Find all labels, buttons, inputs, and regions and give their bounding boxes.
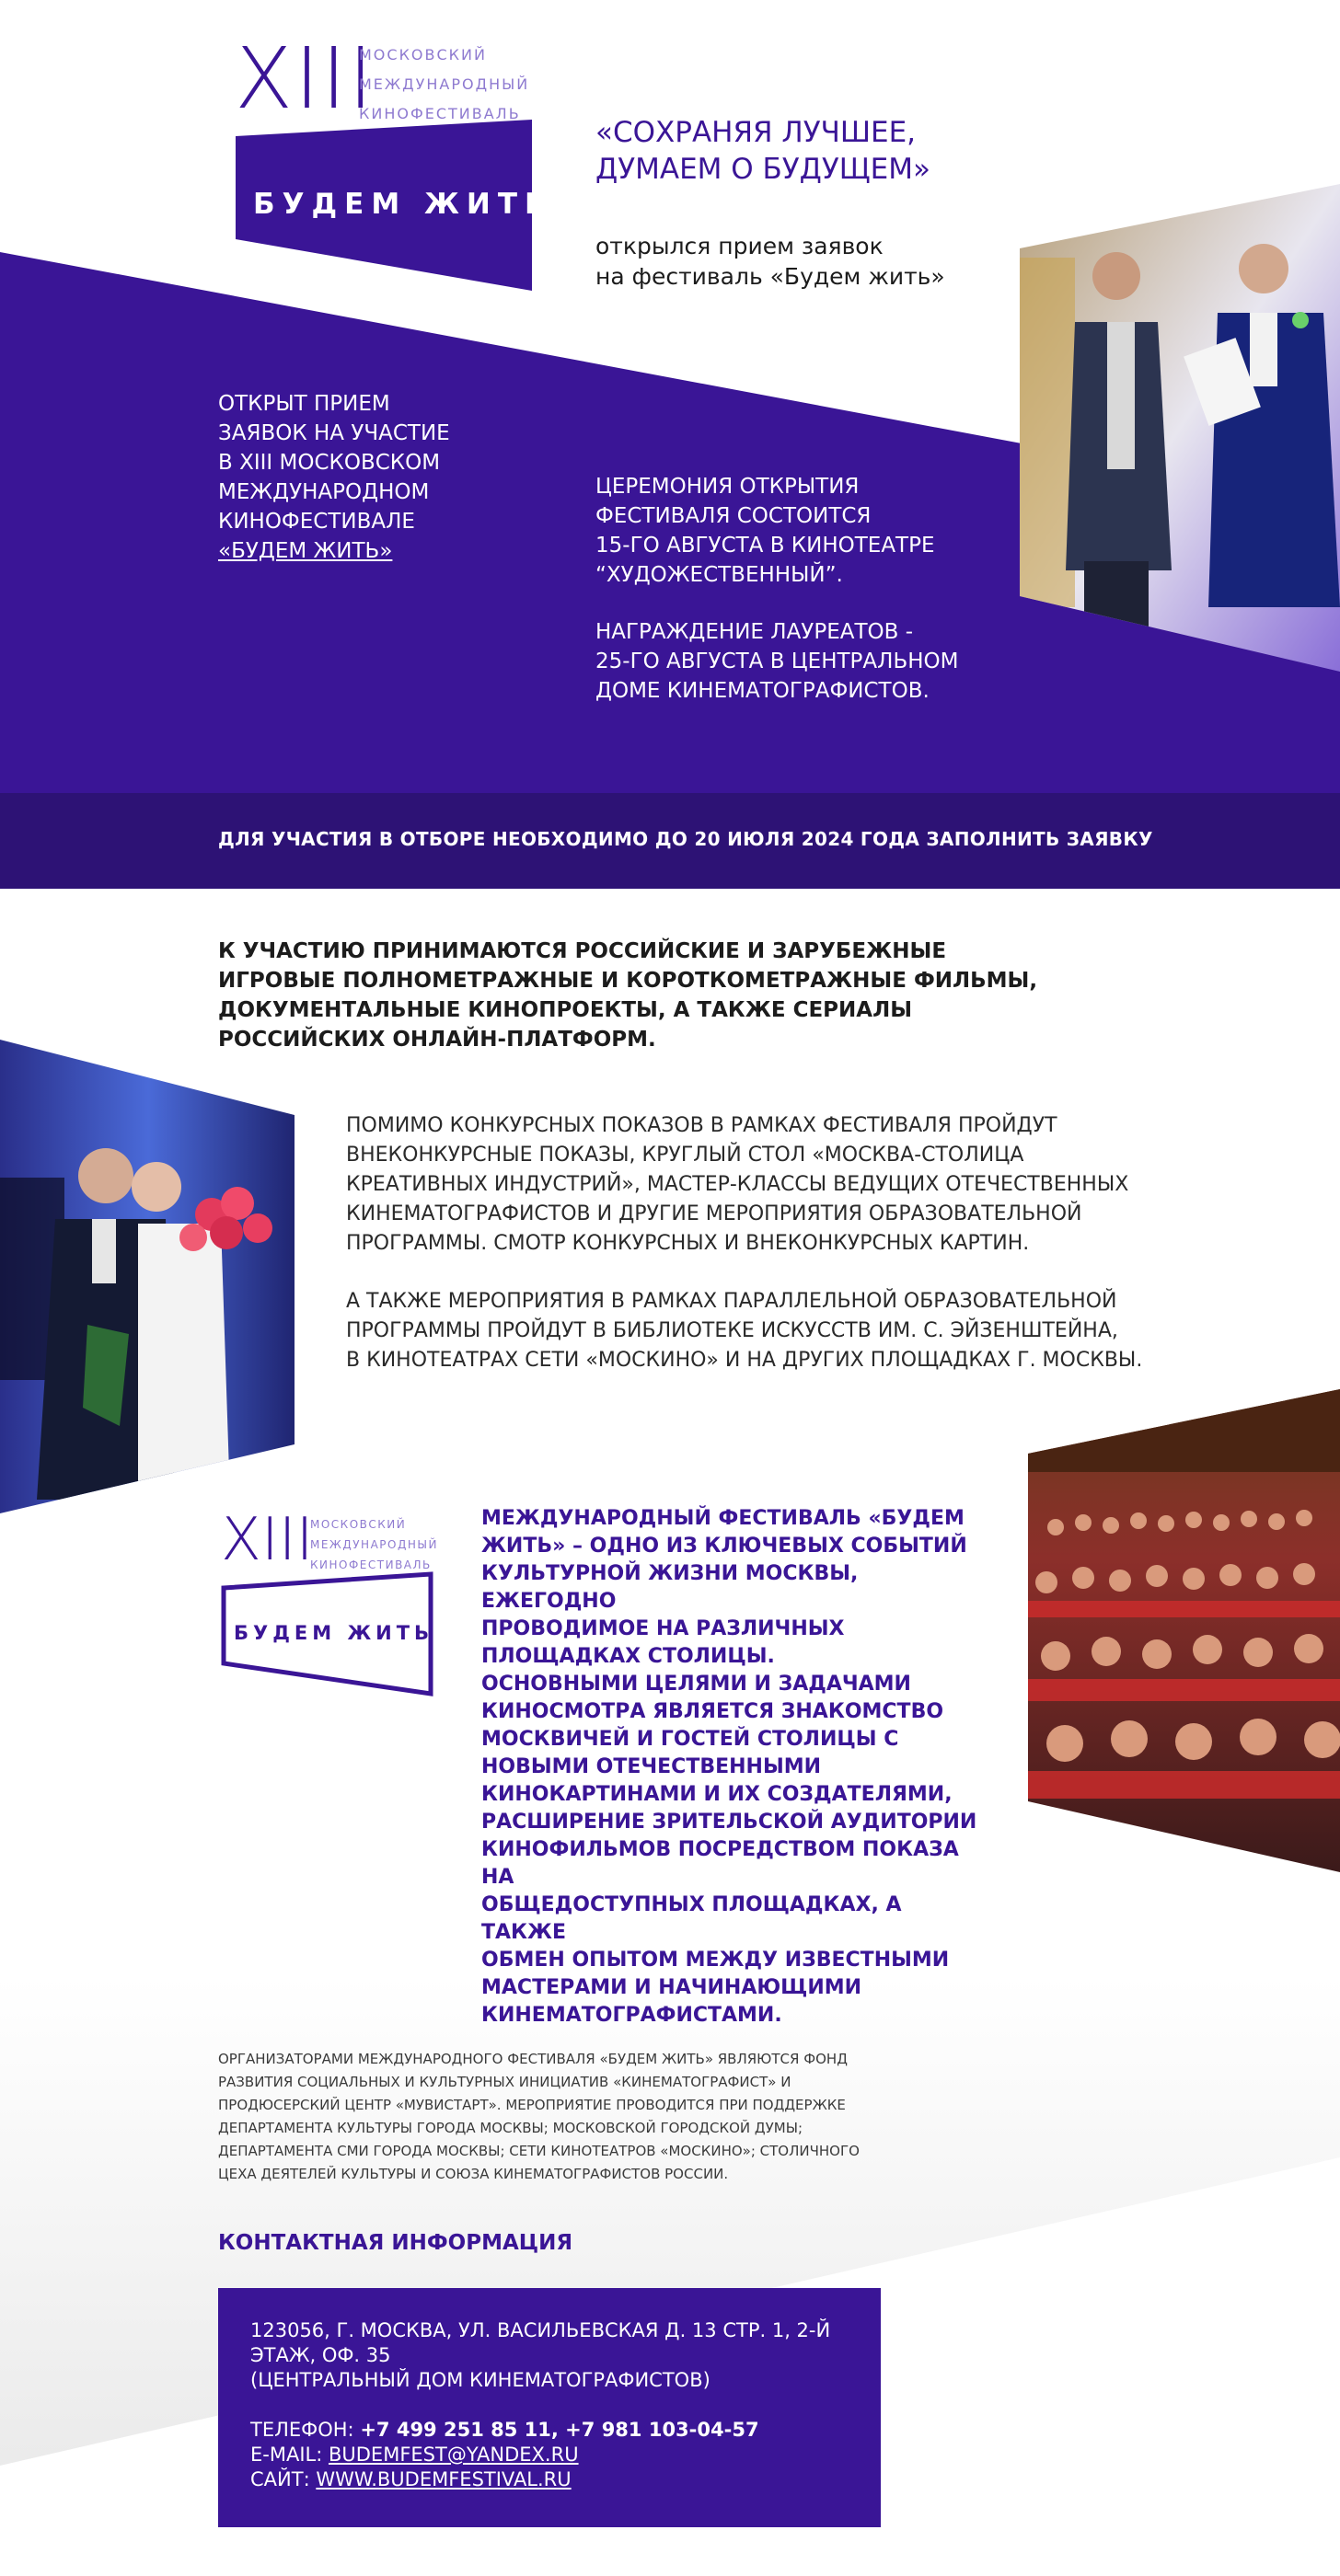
- site-link[interactable]: WWW.BUDEMFESTIVAL.RU: [316, 2468, 572, 2490]
- phone-value[interactable]: +7 499 251 85 11, +7 981 103-04-57: [360, 2419, 759, 2441]
- about2-line-8: ОБЩЕДОСТУПНЫХ ПЛОЩАДКАХ, А ТАКЖЕ: [481, 1893, 902, 1944]
- program1-line-2: ВНЕКОНКУРСНЫЕ ПОКАЗЫ, КРУГЛЫЙ СТОЛ «МОСКВА-СТОЛИЦА: [346, 1144, 1024, 1167]
- about2-line-1: ОСНОВНЫМИ ЦЕЛЯМИ И ЗАДАЧАМИ: [481, 1673, 911, 1696]
- headline-line-2: ДУМАЕМ О БУДУЩЕМ»: [595, 153, 930, 186]
- intro-festival-link[interactable]: «БУДЕМ ЖИТЬ»: [218, 539, 393, 563]
- email-link[interactable]: BUDEMFEST@YANDEX.RU: [328, 2444, 579, 2466]
- about2-line-4: НОВЫМИ ОТЕЧЕСТВЕННЫМИ: [481, 1755, 822, 1778]
- intro-line-4: МЕЖДУНАРОДНОМ: [218, 480, 430, 504]
- about2-line-3: МОСКВИЧЕЙ И ГОСТЕЙ СТОЛИЦЫ С: [481, 1728, 899, 1751]
- program1-line-4: КИНЕМАТОГРАФИСТОВ И ДРУГИЕ МЕРОПРИЯТИЯ ОБРАЗОВАТЕЛЬНОЙ: [346, 1202, 1082, 1225]
- about1-line-1: МЕЖДУНАРОДНЫЙ ФЕСТИВАЛЬ «БУДЕМ: [481, 1507, 965, 1530]
- site-row: [250, 2467, 858, 2492]
- logo-line-1: МОСКОВСКИЙ: [359, 46, 487, 63]
- program1-line-1: ПОМИМО КОНКУРСНЫХ ПОКАЗОВ В РАМКАХ ФЕСТИВАЛЯ ПРОЙДУТ: [346, 1114, 1057, 1137]
- about2-line-11: КИНЕМАТОГРАФИСТАМИ.: [481, 2004, 782, 2027]
- organizers-line-6: ЦЕХА ДЕЯТЕЛЕЙ КУЛЬТУРЫ И СОЮЗА КИНЕМАТОГРАФИСТОВ РОССИИ.: [218, 2166, 729, 2182]
- email-label: E-MAIL:: [250, 2444, 329, 2466]
- phone-label: ТЕЛЕФОН:: [250, 2419, 361, 2441]
- ceremony-line-3: 15-ГО АВГУСТА В КИНОТЕАТРЕ: [595, 534, 935, 558]
- phone-row: [250, 2418, 858, 2443]
- about-text-2: [481, 1671, 978, 2030]
- deadline-text: ДЛЯ УЧАСТИЯ В ОТБОРЕ НЕОБХОДИМО ДО 20 ИЮЛЯ 2024 ГОДА ЗАПОЛНИТЬ ЗАЯВКУ: [218, 828, 1153, 850]
- organizers-line-1: ОРГАНИЗАТОРАМИ МЕЖДУНАРОДНОГО ФЕСТИВАЛЯ «БУДЕМ ЖИТЬ» ЯВЛЯЮТСЯ ФОНД: [218, 2051, 848, 2067]
- address-line-3: (ЦЕНТРАЛЬНЫЙ ДОМ КИНЕМАТОГРАФИСТОВ): [250, 2369, 710, 2391]
- award-line-3: ДОМЕ КИНЕМАТОГРАФИСТОВ.: [595, 679, 930, 703]
- program1-line-5: ПРОГРАММЫ. СМОТР КОНКУРСНЫХ И ВНЕКОНКУРСНЫХ КАРТИН.: [346, 1232, 1030, 1255]
- organizers-line-5: ДЕПАРТАМЕНТА СМИ ГОРОДА МОСКВЫ; СЕТИ КИНОТЕАТРОВ «МОСКИНО»; СТОЛИЧНОГО: [218, 2143, 860, 2159]
- about1-line-4: ПРОВОДИМОЕ НА РАЗЛИЧНЫХ: [481, 1617, 845, 1640]
- about2-line-5: КИНОКАРТИНАМИ И ИХ СОЗДАТЕЛЯМИ,: [481, 1783, 953, 1806]
- participants-text: [218, 937, 1046, 1054]
- ceremony-line-1: ЦЕРЕМОНИЯ ОТКРЫТИЯ: [595, 475, 860, 499]
- participants-line-2: ИГРОВЫЕ ПОЛНОМЕТРАЖНЫЕ И КОРОТКОМЕТРАЖНЫЕ ФИЛЬМЫ,: [218, 969, 1038, 993]
- logo2-line-2: МЕЖДУНАРОДНЫЙ: [310, 1538, 438, 1551]
- logo-line-3: КИНОФЕСТИВАЛЬ: [359, 105, 521, 122]
- program-text-2: [346, 1287, 1276, 1375]
- logo-banner-text: БУДЕМ ЖИТЬ: [253, 188, 554, 221]
- sub-headline-line-1: открылся прием заявок: [595, 233, 884, 259]
- about2-line-6: РАСШИРЕНИЕ ЗРИТЕЛЬСКОЙ АУДИТОРИИ: [481, 1811, 977, 1834]
- intro-line-5: КИНОФЕСТИВАЛЕ: [218, 510, 415, 534]
- organizers-text: [218, 2048, 945, 2186]
- about2-line-2: КИНОСМОТРА ЯВЛЯЕТСЯ ЗНАКОМСТВО: [481, 1700, 944, 1723]
- organizers-line-4: ДЕПАРТАМЕНТА КУЛЬТУРЫ ГОРОДА МОСКВЫ; МОСКОВСКОЙ ГОРОДСКОЙ ДУМЫ;: [218, 2120, 803, 2136]
- ceremony-line-2: ФЕСТИВАЛЯ СОСТОИТСЯ: [595, 504, 872, 528]
- headline: [595, 114, 930, 188]
- program1-line-3: КРЕАТИВНЫХ ИНДУСТРИЙ», МАСТЕР-КЛАССЫ ВЕДУЩИХ ОТЕЧЕСТВЕННЫХ: [346, 1173, 1129, 1196]
- festival-logo-text: [359, 40, 529, 129]
- email-row: [250, 2443, 858, 2467]
- photo-cinema-audience: [1028, 1389, 1340, 1872]
- festival-logo-2-numeral: XIII: [221, 1506, 314, 1574]
- logo-line-2: МЕЖДУНАРОДНЫЙ: [359, 75, 530, 93]
- ceremony-text: [595, 472, 935, 590]
- award-text: [595, 617, 958, 706]
- photo-opening-stage: [1020, 184, 1340, 672]
- intro-line-1: ОТКРЫТ ПРИЕМ: [218, 392, 390, 416]
- festival-logo-numeral: XIII: [235, 29, 375, 128]
- logo-2-banner-text: БУДЕМ ЖИТЬ: [234, 1622, 434, 1644]
- headline-line-1: «СОХРАНЯЯ ЛУЧШЕЕ,: [595, 116, 917, 149]
- intro-text: [218, 389, 450, 566]
- about1-line-3: КУЛЬТУРНОЙ ЖИЗНИ МОСКВЫ, ЕЖЕГОДНО: [481, 1562, 859, 1613]
- about1-line-2: ЖИТЬ» – ОДНО ИЗ КЛЮЧЕВЫХ СОБЫТИЙ: [481, 1535, 967, 1558]
- ceremony-line-4: “ХУДОЖЕСТВЕННЫЙ”.: [595, 563, 843, 587]
- festival-logo-2-text: [310, 1514, 438, 1575]
- award-line-2: 25-ГО АВГУСТА В ЦЕНТРАЛЬНОМ: [595, 650, 959, 673]
- contacts-title: КОНТАКТНАЯ ИНФОРМАЦИЯ: [218, 2231, 573, 2255]
- site-label: САЙТ:: [250, 2468, 317, 2490]
- about2-line-10: МАСТЕРАМИ И НАЧИНАЮЩИМИ: [481, 1976, 862, 1999]
- logo2-line-3: КИНОФЕСТИВАЛЬ: [310, 1558, 432, 1571]
- program2-line-1: А ТАКЖЕ МЕРОПРИЯТИЯ В РАМКАХ ПАРАЛЛЕЛЬНОЙ ОБРАЗОВАТЕЛЬНОЙ: [346, 1290, 1117, 1313]
- logo2-line-1: МОСКОВСКИЙ: [310, 1518, 407, 1531]
- program2-line-2: ПРОГРАММЫ ПРОЙДУТ В БИБЛИОТЕКЕ ИСКУССТВ ИМ. С. ЭЙЗЕНШТЕЙНА,: [346, 1319, 1118, 1342]
- contact-details: [250, 2318, 858, 2492]
- intro-line-3: В XIII МОСКОВСКОМ: [218, 451, 441, 475]
- participants-line-4: РОССИЙСКИХ ОНЛАЙН-ПЛАТФОРМ.: [218, 1028, 656, 1052]
- about2-line-9: ОБМЕН ОПЫТОМ МЕЖДУ ИЗВЕСТНЫМИ: [481, 1949, 950, 1972]
- about-text-1: [481, 1505, 978, 1671]
- sub-headline-line-2: на фестиваль «Будем жить»: [595, 263, 945, 290]
- program-text-1: [346, 1111, 1276, 1259]
- sub-headline: [595, 231, 945, 292]
- participants-line-3: ДОКУМЕНТАЛЬНЫЕ КИНОПРОЕКТЫ, А ТАКЖЕ СЕРИАЛЫ: [218, 998, 913, 1022]
- intro-line-2: ЗАЯВОК НА УЧАСТИЕ: [218, 421, 450, 445]
- address-line-1: 123056, Г. МОСКВА, УЛ. ВАСИЛЬЕВСКАЯ Д. 13 СТР. 1, 2-Й: [250, 2319, 831, 2341]
- participants-line-1: К УЧАСТИЮ ПРИНИМАЮТСЯ РОССИЙСКИЕ И ЗАРУБЕЖНЫЕ: [218, 939, 947, 963]
- program2-line-3: В КИНОТЕАТРАХ СЕТИ «МОСКИНО» И НА ДРУГИХ ПЛОЩАДКАХ Г. МОСКВЫ.: [346, 1349, 1143, 1372]
- photo-award-flowers: [0, 1040, 296, 1513]
- award-line-1: НАГРАЖДЕНИЕ ЛАУРЕАТОВ -: [595, 620, 913, 644]
- organizers-line-2: РАЗВИТИЯ СОЦИАЛЬНЫХ И КУЛЬТУРНЫХ ИНИЦИАТИВ «КИНЕМАТОГРАФИСТ» И: [218, 2074, 791, 2090]
- organizers-line-3: ПРОДЮСЕРСКИЙ ЦЕНТР «МУВИСТАРТ». МЕРОПРИЯТИЕ ПРОВОДИТСЯ ПРИ ПОДДЕРЖКЕ: [218, 2097, 846, 2113]
- address-line-2: ЭТАЖ, ОФ. 35: [250, 2344, 391, 2366]
- about1-line-5: ПЛОЩАДКАХ СТОЛИЦЫ.: [481, 1645, 775, 1668]
- about2-line-7: КИНОФИЛЬМОВ ПОСРЕДСТВОМ ПОКАЗА НА: [481, 1838, 959, 1889]
